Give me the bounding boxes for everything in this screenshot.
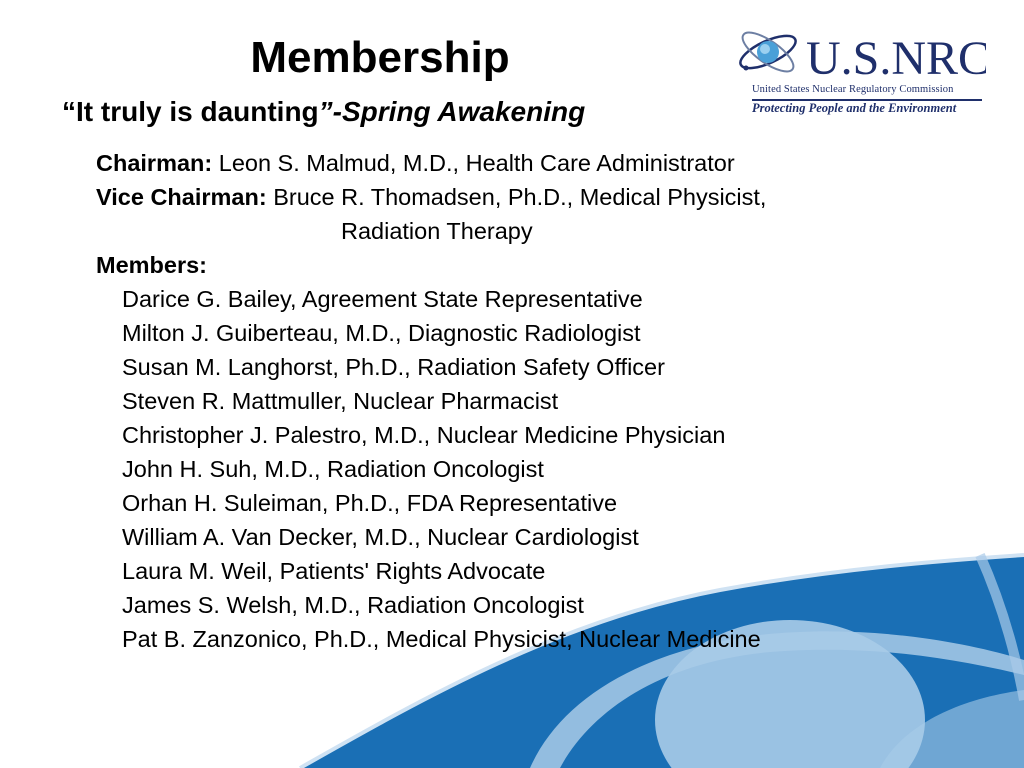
subtitle-close-quote: ” <box>318 96 333 127</box>
members-label: Members: <box>96 252 208 278</box>
subtitle-dash: - <box>332 96 342 127</box>
vice-chairman-value: Bruce R. Thomadsen, Ph.D., Medical Physicist, <box>273 184 767 210</box>
list-item: Orhan H. Suleiman, Ph.D., FDA Representative <box>122 490 618 516</box>
subtitle-open-quote: “ <box>62 96 76 127</box>
subtitle-source: Spring Awakening <box>342 96 586 127</box>
logo-wordmark: U.S.NRC <box>806 32 986 85</box>
list-item: Christopher J. Palestro, M.D., Nuclear Medicine Physician <box>122 422 726 448</box>
members-list <box>96 282 766 656</box>
list-item: James S. Welsh, M.D., Radiation Oncologist <box>122 592 584 618</box>
chairman-row <box>96 146 766 180</box>
list-item: Steven R. Mattmuller, Nuclear Pharmacist <box>122 388 559 414</box>
list-item: John H. Suh, M.D., Radiation Oncologist <box>122 456 544 482</box>
subtitle <box>62 96 585 128</box>
list-item: Pat B. Zanzonico, Ph.D., Medical Physicist, Nuclear Medicine <box>122 626 761 652</box>
list-item: Susan M. Langhorst, Ph.D., Radiation Safety Officer <box>122 354 665 380</box>
list-item: Darice G. Bailey, Agreement State Representative <box>122 286 643 312</box>
list-item: Milton J. Guiberteau, M.D., Diagnostic Radiologist <box>122 320 641 346</box>
page-title: Membership <box>250 33 510 82</box>
subtitle-quote: It truly is daunting <box>76 96 319 127</box>
membership-content <box>96 146 766 656</box>
vice-chairman-label: Vice Chairman: <box>96 184 267 210</box>
nrc-logo <box>736 26 986 122</box>
atom-icon <box>736 26 986 86</box>
list-item: Laura M. Weil, Patients' Rights Advocate <box>122 558 546 584</box>
chairman-value: Leon S. Malmud, M.D., Health Care Administrator <box>218 150 735 176</box>
list-item: William A. Van Decker, M.D., Nuclear Cardiologist <box>122 524 639 550</box>
chairman-label: Chairman: <box>96 150 213 176</box>
logo-tagline: Protecting People and the Environment <box>752 101 957 115</box>
vice-chairman-row <box>96 180 766 214</box>
vice-chairman-value-continued: Radiation Therapy <box>341 218 533 244</box>
logo-organization: United States Nuclear Regulatory Commission <box>752 84 954 95</box>
